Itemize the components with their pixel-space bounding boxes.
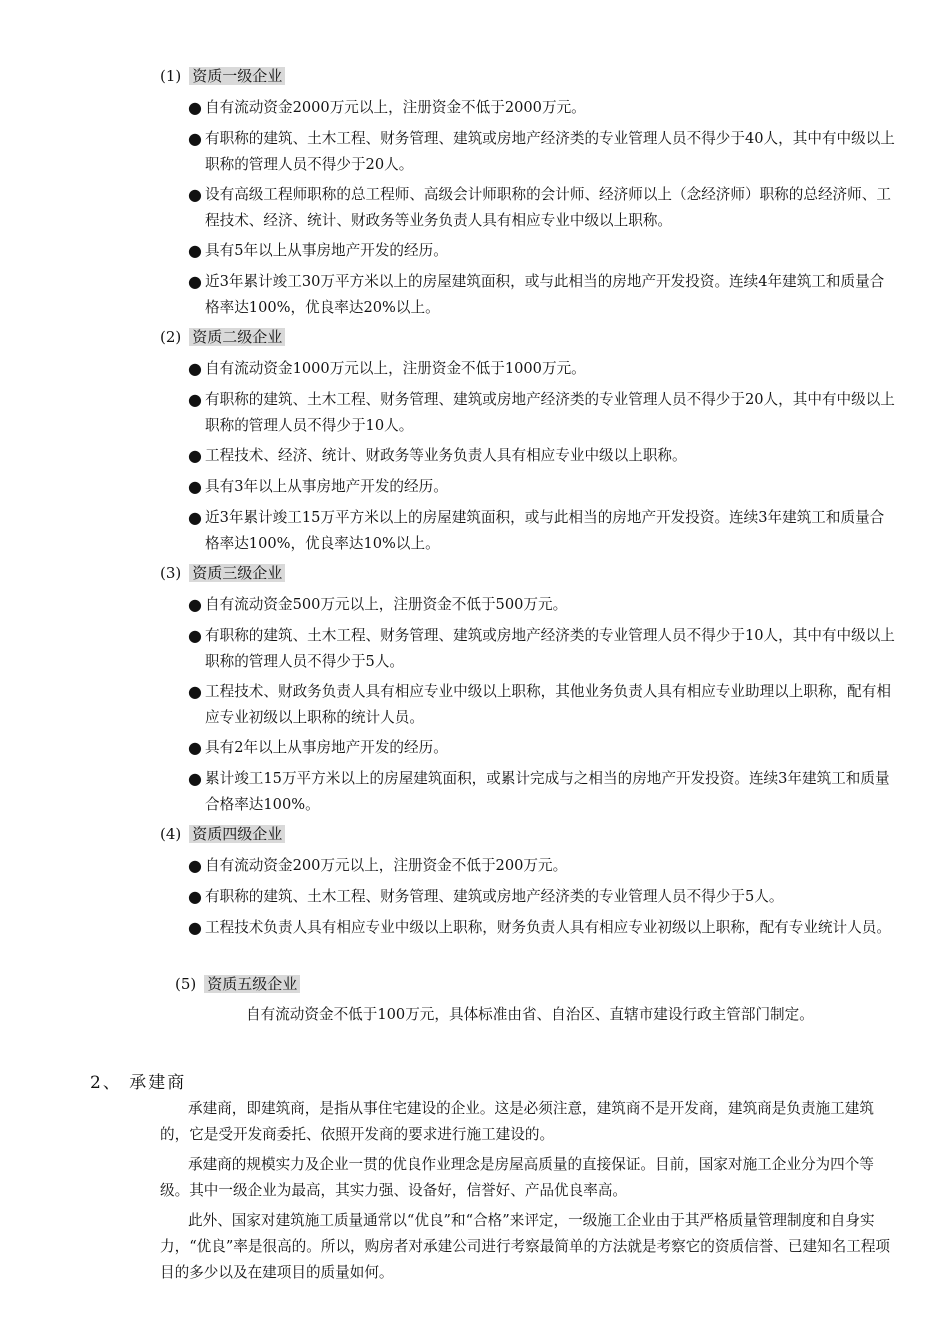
section-title: 2、 承建商	[90, 1073, 187, 1093]
group-heading-5	[175, 974, 300, 994]
list-item: ● 近3年累计竣工15万平方米以上的房屋建筑面积，或与此相当的房地产开发投资。连续3年建筑工和质量合格率达100%，优良率达10%以上。	[188, 508, 885, 552]
group-label: 资质四级企业	[189, 825, 285, 843]
list-item: ● 累计竣工15万平方米以上的房屋建筑面积，或累计完成与之相当的房地产开发投资。连续3年建筑工和质量合格率达100%。	[188, 769, 890, 813]
group-number: (2)	[160, 328, 182, 346]
list-item: ● 具有2年以上从事房地产开发的经历。	[188, 738, 448, 757]
group-number: (4)	[160, 825, 182, 843]
paragraph: 承建商，即建筑商，是指从事住宅建设的企业。这是必须注意，建筑商不是开发商，建筑商是负责施工建筑的，它是受开发商委托、依照开发商的要求进行施工建设的。	[160, 1100, 874, 1143]
list-item: ● 自有流动资金200万元以上，注册资金不低于200万元。	[188, 856, 568, 875]
group-label: 资质一级企业	[189, 67, 285, 85]
paragraph: 承建商的规模实力及企业一贯的优良作业理念是房屋高质量的直接保证。目前，国家对施工企业分为四个等级。其中一级企业为最高，其实力强、设备好，信誉好、产品优良率高。	[160, 1156, 874, 1199]
group-heading-3	[160, 563, 285, 583]
list-item: ● 工程技术、经济、统计、财政务等业务负责人具有相应专业中级以上职称。	[188, 446, 687, 465]
list-item: ● 工程技术负责人具有相应专业中级以上职称，财务负责人具有相应专业初级以上职称，配有专业统计人员。	[188, 918, 891, 937]
paragraph: 此外、国家对建筑施工质量通常以“优良”和“合格”来评定，一级施工企业由于其严格质量管理制度和自身实力，“优良”率是很高的。所以，购房者对承建公司进行考察最简单的方法就是考察它的资质信誉、已建知名工程项目的多少以及在建项目的质量如何。	[160, 1212, 891, 1281]
group-label: 资质二级企业	[189, 328, 285, 346]
list-item: ● 设有高级工程师职称的总工程师、高级会计师职称的会计师、经济师以上（念经济师）职称的总经济师、工程技术、经济、统计、财政务等业务负责人具有相应专业中级以上职称。	[188, 185, 891, 229]
list-item: ● 有职称的建筑、土木工程、财务管理、建筑或房地产经济类的专业管理人员不得少于5人。	[188, 887, 784, 906]
group-heading-4	[160, 824, 285, 844]
group-label: 资质五级企业	[204, 975, 300, 993]
list-item: ● 自有流动资金500万元以上，注册资金不低于500万元。	[188, 595, 568, 614]
list-item: ● 有职称的建筑、土木工程、财务管理、建筑或房地产经济类的专业管理人员不得少于40人，其中有中级以上职称的管理人员不得少于20人。	[188, 129, 895, 173]
group-5-text: 自有流动资金不低于100万元，具体标准由省、自治区、直辖市建设行政主管部门制定。	[246, 1006, 814, 1023]
list-item: ● 具有5年以上从事房地产开发的经历。	[188, 241, 448, 260]
list-item: ● 近3年累计竣工30万平方米以上的房屋建筑面积，或与此相当的房地产开发投资。连续4年建筑工和质量合格率达100%，优良率达20%以上。	[188, 272, 885, 316]
group-heading-1	[160, 66, 285, 86]
group-label: 资质三级企业	[189, 564, 285, 582]
list-item: ● 具有3年以上从事房地产开发的经历。	[188, 477, 448, 496]
group-number: (5)	[175, 975, 197, 993]
list-item: ● 自有流动资金1000万元以上，注册资金不低于1000万元。	[188, 359, 586, 378]
group-heading-2	[160, 327, 285, 347]
list-item: ● 有职称的建筑、土木工程、财务管理、建筑或房地产经济类的专业管理人员不得少于10人，其中有中级以上职称的管理人员不得少于5人。	[188, 626, 895, 670]
group-number: (3)	[160, 564, 182, 582]
group-number: (1)	[160, 67, 182, 85]
list-item: ● 自有流动资金2000万元以上，注册资金不低于2000万元。	[188, 98, 586, 117]
list-item: ● 工程技术、财政务负责人具有相应专业中级以上职称，其他业务负责人具有相应专业助理以上职称，配有相应专业初级以上职称的统计人员。	[188, 682, 891, 726]
list-item: ● 有职称的建筑、土木工程、财务管理、建筑或房地产经济类的专业管理人员不得少于20人，其中有中级以上职称的管理人员不得少于10人。	[188, 390, 895, 434]
